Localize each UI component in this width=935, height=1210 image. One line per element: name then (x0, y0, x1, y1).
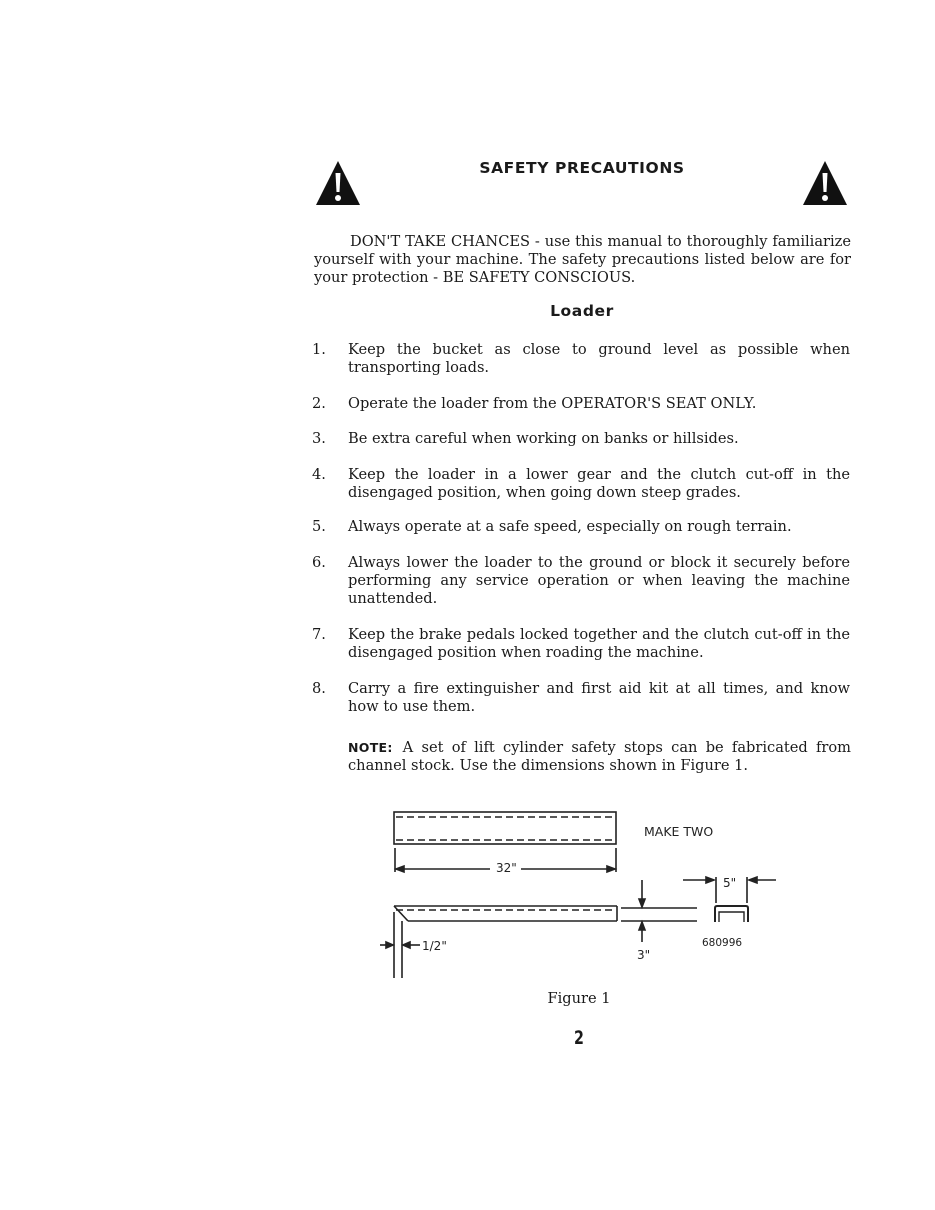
part-number: 680996 (702, 937, 743, 949)
section-heading: Loader (550, 302, 614, 320)
item-number: 3. (312, 430, 326, 447)
intro-paragraph: DON'T TAKE CHANCES - use this manual to thoroughly familiarize yourself with your machine. The safety precautions listed below are for your protection - BE SAFETY CONSCIOUS. (314, 233, 851, 286)
item-text: Be extra careful when working on banks or hillsides. (348, 430, 739, 447)
width-dimension: 5" (723, 876, 737, 890)
item-text: Keep the brake pedals locked together and the clutch cut-off in the disengaged position when roading the machine. (348, 626, 850, 661)
page-header (312, 155, 852, 211)
item-text: Always operate at a safe speed, especially on rough terrain. (348, 518, 792, 535)
height-dimension: 3" (637, 948, 651, 962)
item-number: 8. (312, 680, 326, 697)
offset-dimension: 1/2" (422, 939, 447, 953)
item-text: Carry a fire extinguisher and first aid kit at all times, and know how to use them. (348, 680, 850, 715)
page-number: 2 (574, 1027, 584, 1049)
item-number: 2. (312, 395, 326, 412)
warning-triangle-icon (802, 159, 848, 207)
figure-caption: Figure 1 (547, 990, 611, 1007)
channel-stock-drawing (380, 800, 800, 990)
note-paragraph (348, 739, 851, 775)
note-text: A set of lift cylinder safety stops can be fabricated from channel stock. Use the dimensions shown in Figure 1. (348, 739, 851, 774)
item-number: 5. (312, 518, 326, 535)
item-text: Keep the bucket as close to ground level as possible when transporting loads. (348, 341, 850, 376)
note-label: NOTE: (348, 740, 393, 755)
item-text: Keep the loader in a lower gear and the clutch cut-off in the disengaged position, when going down steep grades. (348, 466, 850, 501)
item-number: 4. (312, 466, 326, 483)
item-text: Operate the loader from the OPERATOR'S SEAT ONLY. (348, 395, 757, 412)
figure-safety-stop-diagram (380, 800, 800, 990)
make-two-label: MAKE TWO (644, 824, 714, 839)
page-title: SAFETY PRECAUTIONS (479, 159, 685, 177)
length-dimension: 32" (496, 861, 517, 875)
item-number: 1. (312, 341, 326, 358)
item-text: Always lower the loader to the ground or block it securely before performing any service operation or when leaving the machine unattended. (348, 554, 850, 607)
item-number: 7. (312, 626, 326, 643)
item-number: 6. (312, 554, 326, 571)
